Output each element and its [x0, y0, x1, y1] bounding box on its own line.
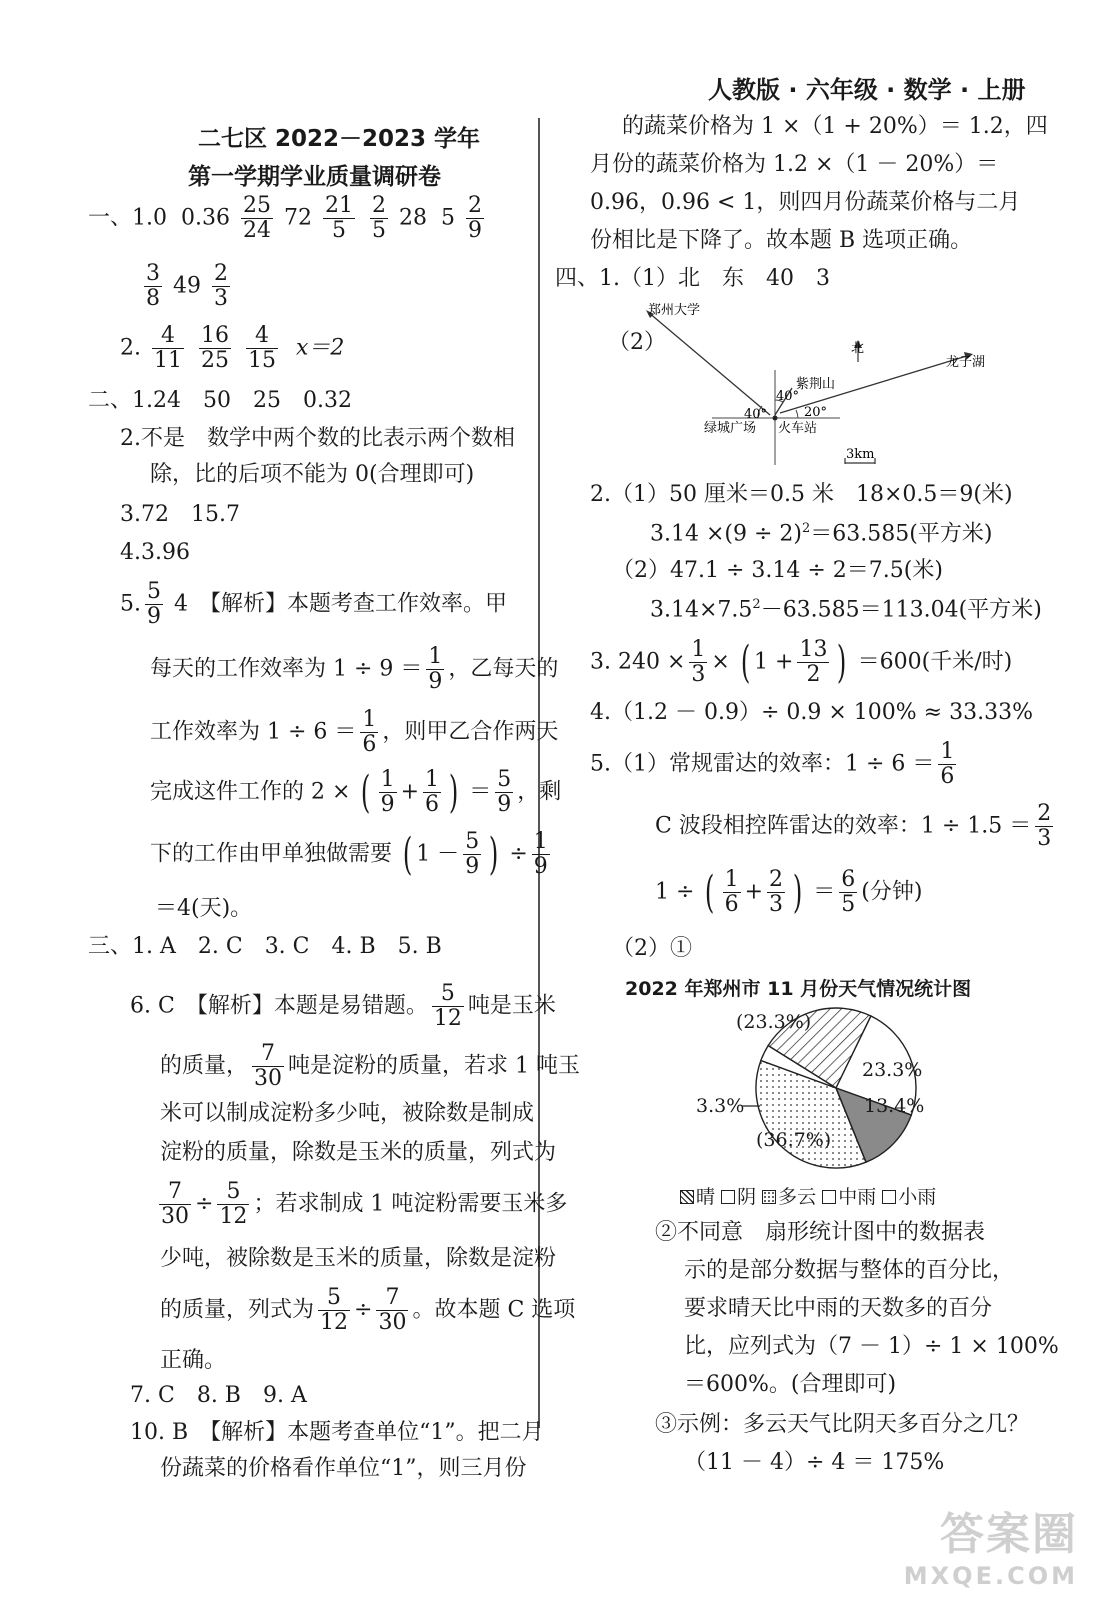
fraction: $\frac{2}{5}$ [371, 193, 386, 244]
fraction: $\frac{6}{5}$ [841, 867, 856, 918]
legend-item-cloudy: 阴 [721, 1186, 756, 1208]
map-angle-label: 20° [804, 405, 828, 420]
fraction: $\frac{13}{2}$ [799, 637, 828, 688]
dotted-swatch-icon [762, 1190, 776, 1204]
answer-4-3: 3. 240 × $\frac{1}{3}$ × ( 1 + $\frac{13}{2}$ ) ＝600(千米/时) [590, 636, 1013, 688]
answer-2-5: 5. $\frac{5}{9}$ 4 【解析】本题考查工作效率。甲 [120, 579, 507, 630]
weather-pie-chart [680, 1000, 1000, 1180]
legend-item-moderate-rain: 中雨 [822, 1186, 876, 1208]
fraction: $\frac{25}{24}$ [242, 193, 271, 244]
fraction: $\frac{16}{25}$ [201, 323, 229, 374]
answer-2-5-line4: 完成这件工作的 2 × ( $\frac{1}{9}$ + $\frac{1}{6}$ ) ＝ $\frac{5}{9}$ ，剩 [150, 766, 562, 818]
map-label-longzihu: 龙子湖 [946, 355, 986, 370]
answer-2-5-line2: 每天的工作效率为 1 ÷ 9 ＝ $\frac{1}{9}$ ，乙每天的 [150, 644, 559, 695]
answer-3-6-line6: 少吨，被除数是玉米的质量，除数是淀粉 [160, 1246, 557, 1271]
answer-3-6-line2: 的质量， $\frac{7}{30}$ 吨是淀粉的质量，若求 1 吨玉 [160, 1041, 580, 1092]
legend-item-sunny: 晴 [680, 1186, 715, 1208]
answer-3-6-line3: 米可以制成淀粉多少吨，被除数是制成 [160, 1101, 535, 1126]
fraction: $\frac{4}{15}$ [248, 323, 276, 374]
answer-3-10-line3: 的蔬菜价格为 1 ×（1 + 20%）＝ 1.2，四 [622, 114, 1048, 139]
white-swatch-icon [721, 1190, 735, 1204]
answer-3-6-line4: 淀粉的质量，除数是玉米的质量，列式为 [160, 1140, 557, 1165]
station-point [773, 416, 778, 421]
answer-4-2-2: （2）47.1 ÷ 3.14 ÷ 2＝7.5(米) [612, 558, 943, 583]
exam-title: 二七区 2022－2023 学年 [198, 126, 481, 152]
answer-4-2-2-line2: $3.14\times 7.5^2-63.585=113.04$(平方米) [650, 597, 1042, 623]
legend-item-light-rain: 小雨 [882, 1186, 936, 1208]
watermark: 答案圈 MXQE.COM [903, 1509, 1078, 1590]
map-label-north: 北 [851, 341, 865, 356]
white-swatch-icon [822, 1190, 836, 1204]
answer-2-4: 4.3.96 [120, 540, 190, 565]
fraction: $\frac{3}{8}$ [146, 261, 160, 312]
answer-4-5-1-line2: C 波段相控阵雷达的效率：1 ÷ 1.5 ＝ $\frac{2}{3}$ [655, 801, 1052, 852]
answer-1-2: 2. $\frac{4}{11}$ $\frac{16}{25}$ $\frac{4}{15}$ x＝2 [120, 323, 345, 374]
fraction: $\frac{4}{11}$ [154, 323, 182, 374]
map-label: （2） [608, 330, 666, 355]
fraction: $\frac{2}{3}$ [214, 261, 228, 312]
map-label-station: 火车站 [778, 421, 818, 436]
answer-1-1-cont: $\frac{3}{8}$ 49 $\frac{2}{3}$ [146, 261, 228, 312]
answer-4-5-2-b-line4: 比，应列式为（7 － 1）÷ 1 × 100% [684, 1334, 1059, 1359]
answer-4-5-2-b-line2: 示的是部分数据与整体的百分比， [684, 1258, 1015, 1283]
map-angle-label: 40° [744, 407, 768, 422]
fraction: $\frac{2}{3}$ [1037, 801, 1052, 852]
answer-4-5-2: （2）① [612, 936, 692, 961]
fraction: $\frac{7}{30}$ [378, 1285, 407, 1336]
answer-3-6-line5: $\frac{7}{30}$ ÷ $\frac{5}{12}$ ；若求制成 1 吨淀粉需要玉米多 [161, 1179, 568, 1230]
angle-arc [796, 410, 798, 418]
map-label-lvcheng: 绿城广场 [704, 421, 757, 436]
fraction: $\frac{1}{9}$ [533, 829, 548, 880]
answer-3-7-9: 7. C 8. B 9. A [130, 1383, 307, 1408]
fraction: $\frac{1}{6}$ [724, 867, 739, 918]
fraction: $\frac{2}{3}$ [769, 867, 784, 918]
fraction: $\frac{7}{30}$ [254, 1041, 283, 1092]
fraction: $\frac{5}{9}$ [147, 579, 161, 630]
fraction: $\frac{5}{9}$ [465, 829, 480, 880]
answer-2-5-line3: 工作效率为 1 ÷ 6 ＝ $\frac{1}{6}$ ，则甲乙合作两天 [150, 707, 559, 758]
fraction: $\frac{1}{6}$ [940, 739, 955, 790]
pie-label: (23.3%) [736, 1011, 812, 1033]
fraction: $\frac{2}{9}$ [467, 193, 482, 244]
answer-4-2-1-line2: $3.14 \times(9 \div 2)^2=63.585$(平方米) [650, 521, 993, 547]
answer-4-5-2-c-line2: （11 － 4）÷ 4 ＝ 175% [684, 1450, 945, 1475]
answer-2-5-line6: ＝4(天)。 [155, 896, 253, 921]
fraction: $\frac{1}{6}$ [425, 767, 440, 818]
answer-4-5-1-line3: 1 ÷ ( $\frac{1}{6}$ + $\frac{2}{3}$ ) ＝ $\frac{6}{5}$ (分钟) [655, 866, 923, 918]
answer-3-10: 10. B 【解析】本题考查单位“1”。把二月 [130, 1420, 544, 1445]
answer-2-3: 3.72 15.7 [120, 502, 240, 527]
answer-3-6: 6. C 【解析】本题是易错题。 $\frac{5}{12}$ 吨是玉米 [130, 981, 556, 1032]
answer-1-1: 一、1.0 0.36 $\frac{25}{24}$ 72 $\frac{21}{5}$ $\frac{2}{5}$ 28 5 $\frac{2}{9}$ [88, 193, 482, 244]
white-swatch-icon [882, 1190, 896, 1204]
map-label-zhengzhou-univ: 郑州大学 [648, 303, 701, 318]
answer-4-5-2-b: ②不同意 扇形统计图中的数据表 [655, 1220, 986, 1245]
answer-4-5-2-b-line5: ＝600%。(合理即可) [684, 1372, 897, 1397]
answer-2-5-line5: 下的工作由甲单独做需要 ( 1 － $\frac{5}{9}$ ) ÷ $\frac{1}{9}$ [150, 828, 548, 880]
route-zhengzhou-univ [648, 312, 770, 415]
answer-3-10-line2: 份蔬菜的价格看作单位“1”，则三月份 [160, 1456, 527, 1481]
fraction: $\frac{5}{9}$ [497, 767, 512, 818]
map-label-zijingshan: 紫荆山 [796, 377, 836, 392]
answer-4-5-2-b-line3: 要求晴天比中雨的天数多的百分 [684, 1296, 993, 1321]
pie-label: (36.7%) [756, 1129, 832, 1151]
fraction: $\frac{1}{3}$ [691, 637, 706, 688]
chart-legend [680, 1182, 936, 1209]
hatch-swatch-icon [680, 1190, 694, 1204]
fraction: $\frac{1}{9}$ [380, 767, 395, 818]
answer-2-1: 二、1.24 50 25 0.32 [88, 388, 352, 413]
answer-3-10-line4: 月份的蔬菜价格为 1.2 ×（1 － 20%）＝ [590, 152, 999, 177]
fraction: $\frac{5}{12}$ [320, 1285, 349, 1336]
legend-item-partly-cloudy: 多云 [762, 1186, 816, 1208]
pie-label: 13.4% [864, 1095, 925, 1117]
chart-title: 2022 年郑州市 11 月份天气情况统计图 [625, 978, 972, 1000]
fraction: $\frac{21}{5}$ [324, 193, 353, 244]
location-map [640, 300, 1000, 475]
page-header: 人教版 · 六年级 · 数学 · 上册 [708, 76, 1026, 104]
answer-3-1-5: 三、1. A 2. C 3. C 4. B 5. B [88, 934, 442, 959]
exam-subtitle: 第一学期学业质量调研卷 [188, 164, 441, 190]
answer-4-4: 4.（1.2 － 0.9）÷ 0.9 × 100% ≈ 33.33% [590, 700, 1033, 725]
fraction: $\frac{7}{30}$ [161, 1179, 189, 1230]
answer-4-1: 四、1.（1）北 东 40 3 [555, 266, 830, 291]
fraction: $\frac{1}{6}$ [362, 707, 377, 758]
answer-2-2-cont: 除，比的后项不能为 0(合理即可) [150, 462, 475, 487]
answer-3-10-line6: 份相比是下降了。故本题 B 选项正确。 [590, 228, 973, 253]
fraction: $\frac{5}{12}$ [219, 1179, 248, 1230]
fraction: $\frac{1}{9}$ [428, 644, 443, 695]
map-scale-label: 3km [846, 447, 875, 462]
answer-4-5-1: 5.（1）常规雷达的效率：1 ÷ 6 ＝ $\frac{1}{6}$ [590, 739, 955, 790]
answer-4-2-1: 2.（1）50 厘米＝0.5 米 18×0.5＝9(米) [590, 482, 1013, 507]
answer-3-10-line5: 0.96，0.96 < 1，则四月份蔬菜价格与二月 [590, 190, 1021, 215]
answer-3-6-line7: 的质量，列式为 $\frac{5}{12}$ ÷ $\frac{7}{30}$ 。故本题 C 选项 [160, 1285, 576, 1336]
answer-4-5-2-c: ③示例：多云天气比阴天多百分之几？ [655, 1412, 1030, 1437]
pie-label: 3.3% [696, 1095, 745, 1117]
answer-3-6-line8: 正确。 [160, 1348, 227, 1373]
answer-2-2: 2.不是 数学中两个数的比表示两个数相 [120, 426, 515, 451]
map-angle-label: 40° [776, 389, 800, 404]
pie-label: 23.3% [862, 1059, 923, 1081]
fraction: $\frac{5}{12}$ [433, 981, 462, 1032]
